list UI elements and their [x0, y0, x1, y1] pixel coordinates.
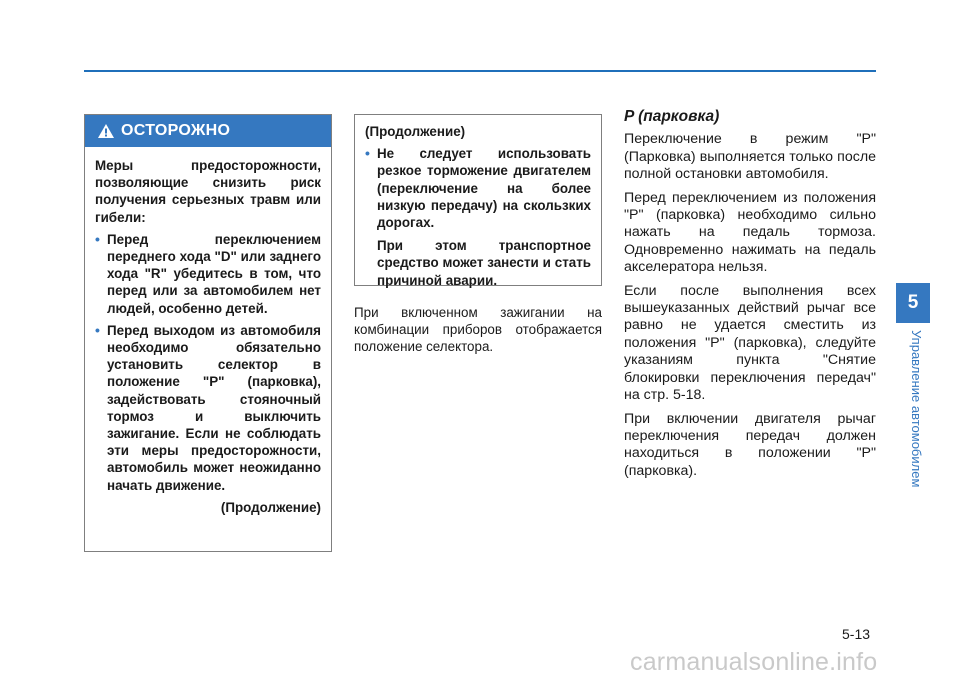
park-title: P (парковка)	[624, 108, 720, 125]
warning-header	[85, 115, 331, 147]
warning-intro: Меры предосторожности, позволяющие снизить риск получения серьезных травм или гибели:	[95, 158, 321, 225]
chapter-tab: 5	[896, 283, 930, 323]
park-paragraph: Перед переключением из положения "P" (парковка) необходимо сильно нажать на педаль тормоза. Одновременно нажимать на педаль акселератора нельзя.	[624, 189, 876, 276]
park-paragraph: Переключение в режим "P" (Парковка) выполняется только после полной остановки автомобиля.	[624, 131, 876, 183]
warning-item-text: Перед переключением переднего хода "D" или заднего хода "R" убедитесь в том, что перед или за автомобилем нет людей, особенно детей.	[107, 231, 321, 316]
park-paragraph: При включении двигателя рычаг переключения передач должен находиться в положении "P" (парковка).	[624, 410, 876, 479]
warning-item-text: Перед выходом из автомобиля необходимо обязательно установить селектор в положение "P" (парковка), задействовать стояночный тормоз и выключить зажигание. Если не соблюдать эти меры предосторожности, автомобиль может неожиданно начать движение.	[107, 322, 321, 493]
park-paragraph: Если после выполнения всех вышеуказанных действий рычаг все равно не удается сместить из положения "P" (парковка), следуйте указаниям пункта "Снятие блокировки переключения передач" на стр. 5-18.	[624, 282, 876, 404]
top-rule	[84, 70, 876, 72]
warning-item	[95, 231, 321, 317]
continued-box	[354, 114, 602, 286]
continued-heading: (Продолжение)	[365, 124, 466, 139]
continued-note: При этом транспортное средство может занести и стать причиной аварии.	[377, 238, 591, 288]
continued-item	[365, 145, 591, 231]
warning-box	[84, 114, 332, 552]
park-section	[624, 108, 876, 486]
bullet-icon: •	[95, 230, 100, 247]
bullet-icon: •	[95, 321, 100, 338]
warning-body	[85, 147, 331, 516]
bullet-icon: •	[365, 145, 370, 162]
page-number: 5-13	[842, 626, 871, 642]
warning-item	[95, 322, 321, 494]
watermark: carmanualsonline.info	[630, 648, 878, 676]
middle-paragraph: При включенном зажигании на комбинации приборов отображается положение селектора.	[354, 305, 602, 355]
warning-title: ОСТОРОЖНО	[121, 122, 231, 139]
chapter-label: Управление автомобилем	[909, 330, 924, 488]
continued-item-text: Не следует использовать резкое торможение двигателем (переключение на более низкую передачу) на скользких дорогах.	[377, 146, 591, 231]
warning-continued: (Продолжение)	[220, 499, 321, 515]
warning-triangle-icon	[97, 123, 115, 139]
